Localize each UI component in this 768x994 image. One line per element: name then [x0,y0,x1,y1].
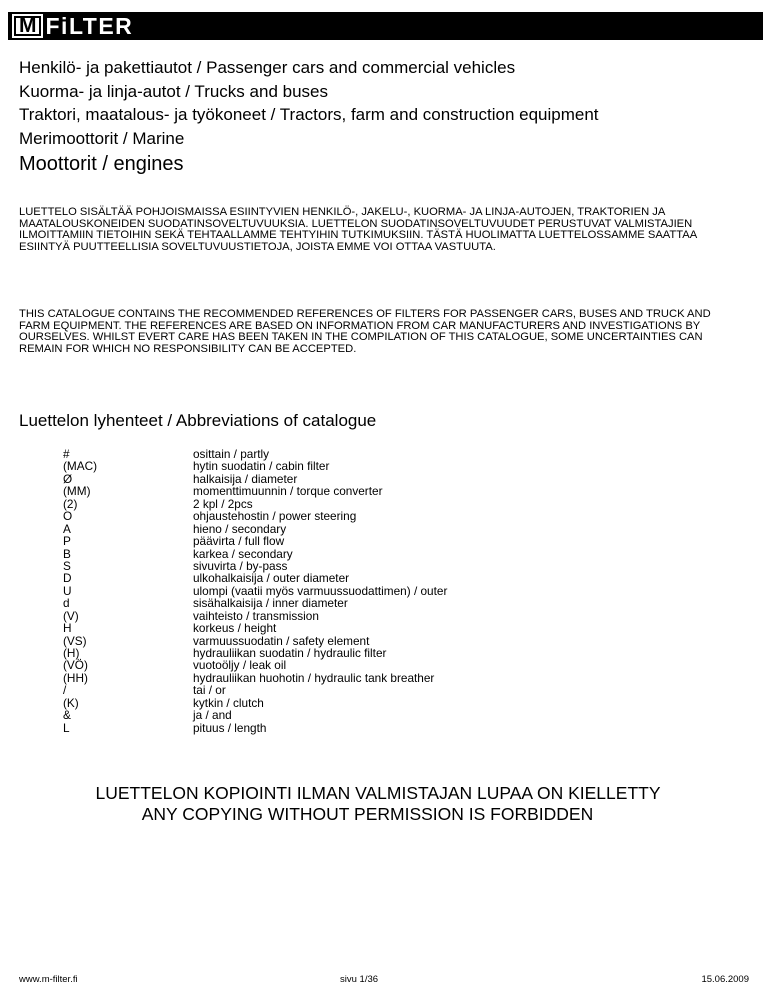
abbreviation-meaning: pituus / length [193,720,267,735]
abbreviation-meaning: kytkin / clutch [193,695,264,710]
abbreviations-table [63,448,447,734]
abbreviation-meaning: ja / and [193,708,232,723]
abbreviation-meaning: ulkohalkaisija / outer diameter [193,571,350,586]
abbreviation-row [63,510,447,522]
abbreviation-key: L [63,720,70,735]
abbreviation-key: D [63,571,72,586]
abbreviation-key: A [63,521,71,536]
abbreviation-meaning: korkeus / height [193,621,277,636]
logo-wordmark: FiLTER [45,13,134,39]
abbreviation-row [63,485,447,497]
category-marine: Merimoottorit / Marine [19,128,185,148]
abbreviations-title: Luettelon lyhenteet / Abbreviations of catalogue [19,411,377,430]
abbreviation-row [63,597,447,609]
abbreviation-key: H [63,621,72,636]
abbreviation-row [63,535,447,547]
category-passenger-cars: Henkilö- ja pakettiautot / Passenger cars and commercial vehicles [19,58,516,77]
abbreviation-meaning: 2 kpl / 2pcs [193,496,253,511]
abbreviation-key: O [63,509,73,524]
disclaimer-english: THIS CATALOGUE CONTAINS THE RECOMMENDED REFERENCES OF FILTERS FOR PASSENGER CARS, BUSES AND TRUCK AND FARM EQUIPMENT. THE REFERENCES ARE BASED ON INFORMATION FROM CAR MANUFACTURERS AND INVESTIGATIONS BY OURSELVES. WHILST EVERT CARE HAS BEEN TAKEN IN THE COMPILATION OF THIS CATALOGUE, SOME UNCERTAINTIES CAN REMAIN FOR WHICH NO RESPONSIBILITY CAN BE ACCEPTED. [19,308,711,355]
abbreviation-row [63,722,447,734]
abbreviation-row [63,697,447,709]
abbreviation-meaning: sisähalkaisija / inner diameter [193,596,348,611]
abbreviation-meaning: hieno / secondary [193,521,287,536]
footer-date: 15.06.2009 [701,974,749,985]
vehicle-categories [19,56,599,178]
footer-website: www.m-filter.fi [19,974,78,985]
copyright-line-english: ANY COPYING WITHOUT PERMISSION IS FORBIDDEN [141,804,594,824]
abbreviation-meaning: karkea / secondary [193,546,293,561]
abbreviation-key: (VÖ) [63,658,88,673]
m-filter-logo [12,14,133,38]
abbreviation-key: (H) [63,646,80,660]
abbreviation-row [63,709,447,721]
logo-m-mark: M [12,14,43,38]
abbreviation-meaning: sivuvirta / by-pass [193,558,288,573]
copyright-notice [0,783,768,825]
abbreviation-key: S [63,558,71,573]
category-tractors: Traktori, maatalous- ja työkoneet / Tractors, farm and construction equipment [19,105,599,124]
abbreviation-meaning: momenttimuunnin / torque converter [193,484,383,499]
abbreviation-key: d [63,596,70,611]
abbreviation-key: (HH) [63,670,88,685]
abbreviation-row [63,460,447,472]
abbreviation-key: (VS) [63,633,87,648]
abbreviation-key: & [63,708,71,723]
abbreviation-key: (2) [63,496,78,511]
abbreviation-key: # [63,447,70,461]
abbreviation-meaning: ohjaustehostin / power steering [193,509,357,524]
abbreviation-key: (V) [63,608,79,623]
abbreviation-meaning: hydrauliikan suodatin / hydraulic filter [193,646,387,660]
abbreviation-key: Ø [63,471,73,486]
abbreviation-key: (MM) [63,484,91,499]
abbreviation-row [63,672,447,684]
abbreviation-meaning: vaihteisto / transmission [193,608,319,623]
abbreviation-key: B [63,546,71,561]
abbreviation-key: / [63,683,67,698]
abbreviation-row [63,659,447,671]
category-engines: Moottorit / engines [19,153,184,175]
disclaimer-finnish: LUETTELO SISÄLTÄÄ POHJOISMAISSA ESIINTYVIEN HENKILÖ-, JAKELU-, KUORMA- JA LINJA-AUTOJEN, TRAKTORIEN JA MAATALOUSKONEIDEN SUODATINSOVELTUVUUKSIA. LUETTELON SUODATINSOVELTUVUUDET PERUSTUVAT VALMISTAJIEN ILMOITTAMIIN TIETOIHIN SEKÄ TEHTAALLAMME TEHTYIHIN TUTKIMUKSIIN. TÄSTÄ HUOLIMATTA LUETTELOSSAMME SAATTAA ESIINTYÄ PUUTTEELLISIA SOVELTUVUUSTIETOJA, JOISTA EMME VOI OTTAA VASTUUTA. [19,206,697,253]
abbreviation-meaning: tai / or [193,683,226,698]
abbreviation-meaning: ulompi (vaatii myös varmuussuodattimen) / outer [193,583,448,598]
category-trucks-buses: Kuorma- ja linja-autot / Trucks and buses [19,81,328,101]
abbreviation-row [63,622,447,634]
copyright-line-finnish: LUETTELON KOPIOINTI ILMAN VALMISTAJAN LUPAA ON KIELLETTY [95,783,661,803]
abbreviation-key: P [63,534,71,549]
abbreviation-meaning: halkaisija / diameter [193,471,298,486]
abbreviation-meaning: päävirta / full flow [193,534,285,549]
header-bar [8,12,763,40]
footer-page-number: sivu 1/36 [340,974,379,985]
abbreviation-meaning: varmuussuodatin / safety element [193,633,370,648]
abbreviation-meaning: hytin suodatin / cabin filter [193,459,330,474]
abbreviation-meaning: osittain / partly [193,447,270,461]
abbreviation-meaning: hydrauliikan huohotin / hydraulic tank breather [193,670,435,685]
abbreviation-row [63,684,447,696]
abbreviation-meaning: vuotoöljy / leak oil [193,658,287,673]
abbreviation-key: (K) [63,695,79,710]
abbreviation-key: U [63,583,72,598]
abbreviation-key: (MAC) [63,459,98,474]
abbreviation-row [63,572,447,584]
